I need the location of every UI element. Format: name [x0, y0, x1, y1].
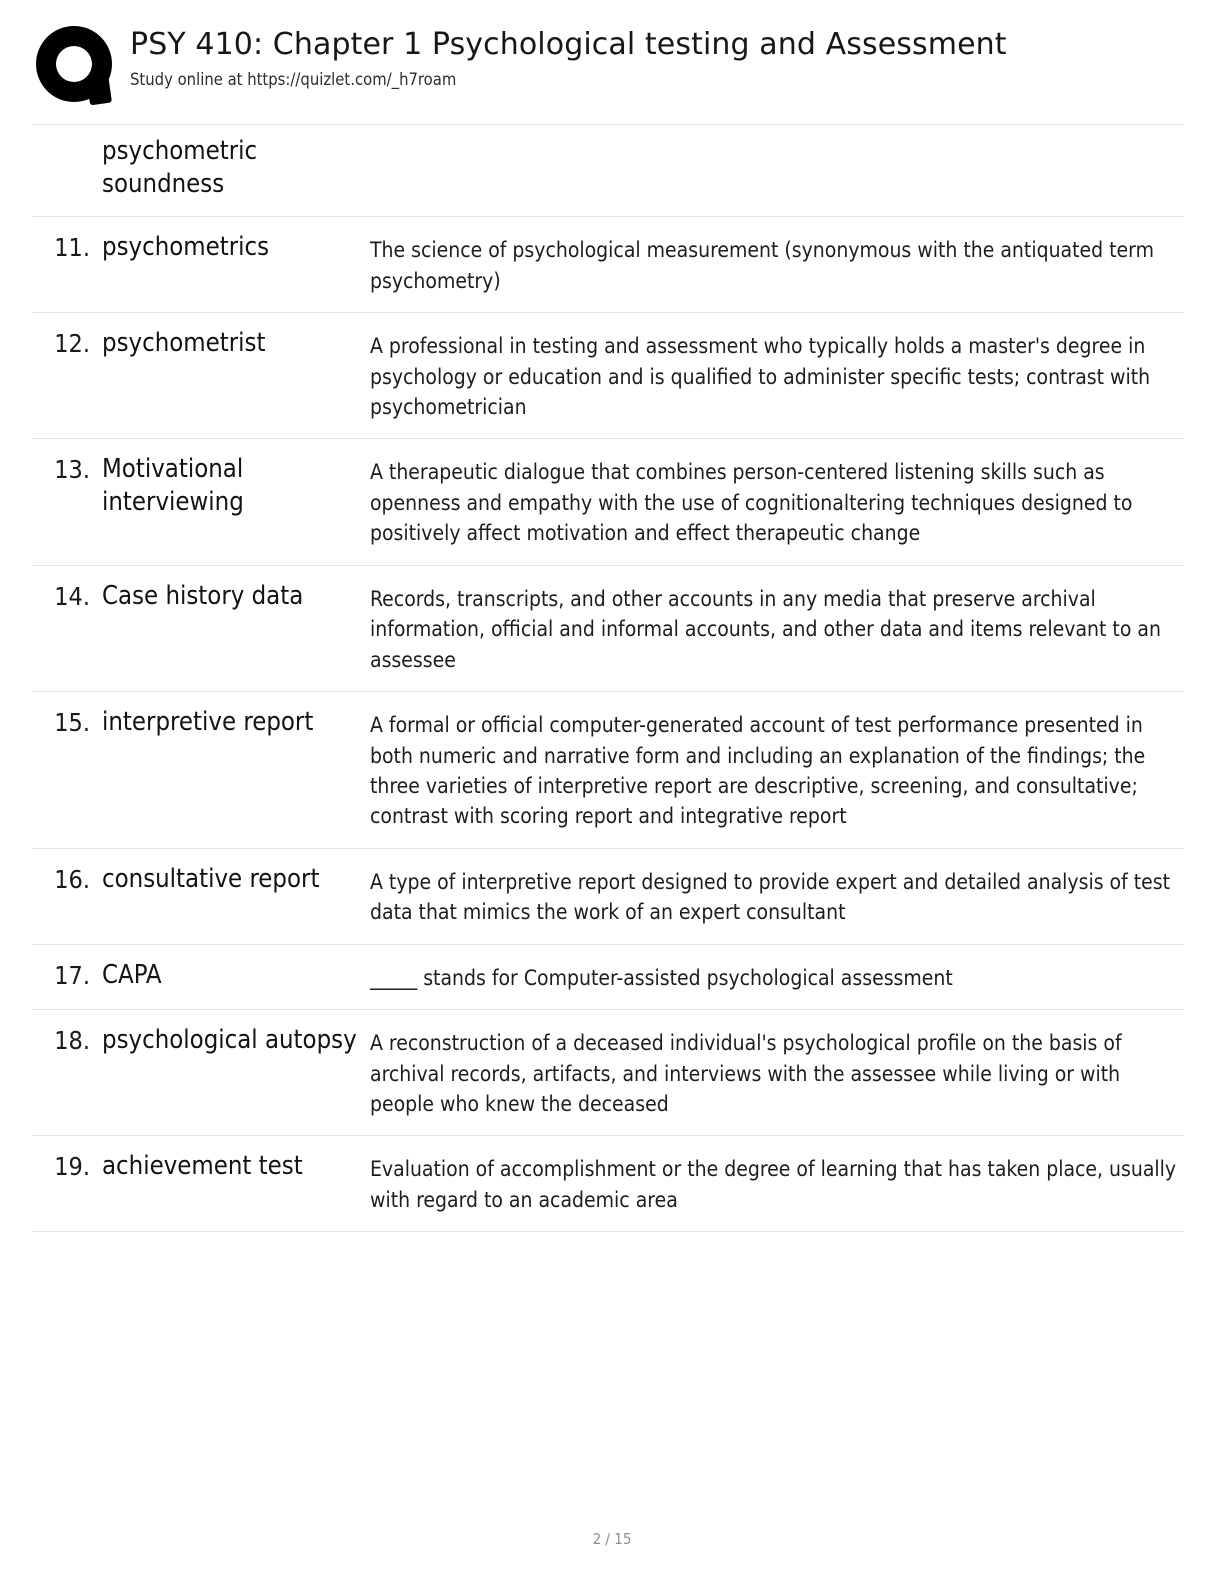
table-row [32, 692, 1184, 849]
row-number: 13. [54, 455, 90, 485]
row-number: 14. [54, 581, 90, 611]
row-term: CAPA [102, 959, 162, 990]
table-row [32, 849, 1184, 945]
table-row [32, 439, 1184, 565]
row-term: psychometrist [102, 328, 266, 359]
row-term: psychological autopsy [102, 1025, 357, 1056]
row-term: psychometric soundness [102, 136, 258, 199]
row-definition: A type of interpretive report designed to provide expert and detailed analysis of test data that mimics the work of an expert consultant [370, 869, 1171, 925]
row-definition [368, 135, 1184, 139]
row-number: 16. [54, 864, 90, 894]
table-row [32, 945, 1184, 1010]
header-text-block [130, 22, 1007, 89]
row-term: Motivational interviewing [102, 454, 244, 518]
table-row [32, 217, 1184, 313]
row-number: 18. [54, 1026, 90, 1056]
row-definition: Evaluation of accomplishment or the degree of learning that has taken place, usually with regard to an academic area [370, 1157, 1177, 1212]
row-number: 15. [54, 708, 90, 738]
page-footer: 2 / 15 [592, 1530, 632, 1548]
row-term: Case history data [102, 580, 304, 611]
row-term: interpretive report [102, 707, 314, 738]
row-definition: Records, transcripts, and other accounts in any media that preserve archival information, official and informal accounts, and other data and items relevant to an assessee [370, 586, 1161, 672]
row-definition: _____ stands for Computer-assisted psychological assessment [370, 965, 953, 990]
table-row [32, 566, 1184, 692]
table-row [32, 313, 1184, 439]
row-number: 19. [54, 1152, 90, 1182]
row-definition: The science of psychological measurement (synonymous with the antiquated term psychometry) [370, 238, 1154, 293]
document-header [32, 22, 1184, 108]
quizlet-q-logo-icon [36, 26, 112, 102]
row-number [32, 135, 102, 136]
study-link-subtitle: Study online at https://quizlet.com/_h7roam [130, 69, 457, 89]
row-number: 12. [54, 329, 90, 359]
table-row [32, 1136, 1184, 1232]
terms-table [32, 124, 1184, 1232]
page-title: PSY 410: Chapter 1 Psychological testing and Assessment [130, 27, 1007, 62]
row-definition: A formal or official computer-generated account of test performance presented in both numeric and narrative form and including an explanation of the findings; the three varieties of interpretive report are descriptive, screening, and consultative; contrast with scoring report and integrative report [370, 713, 1146, 829]
row-term: psychometrics [102, 232, 270, 263]
table-row [32, 1010, 1184, 1136]
table-row [32, 125, 1184, 217]
row-number: 17. [54, 960, 90, 990]
row-definition: A therapeutic dialogue that combines person-centered listening skills such as openness and empathy with the use of cognitionaltering techniques designed to positively affect motivation and effect therapeutic change [370, 460, 1133, 546]
row-term: achievement test [102, 1151, 303, 1182]
row-term: consultative report [102, 863, 320, 894]
row-definition: A professional in testing and assessment who typically holds a master's degree in psychology or education and is qualified to administer specific tests; contrast with psychometrician [370, 334, 1151, 419]
row-definition: A reconstruction of a deceased individual's psychological profile on the basis of archival records, artifacts, and interviews with the assessee while living or with people who knew the deceased [370, 1031, 1122, 1116]
row-number: 11. [54, 233, 90, 263]
